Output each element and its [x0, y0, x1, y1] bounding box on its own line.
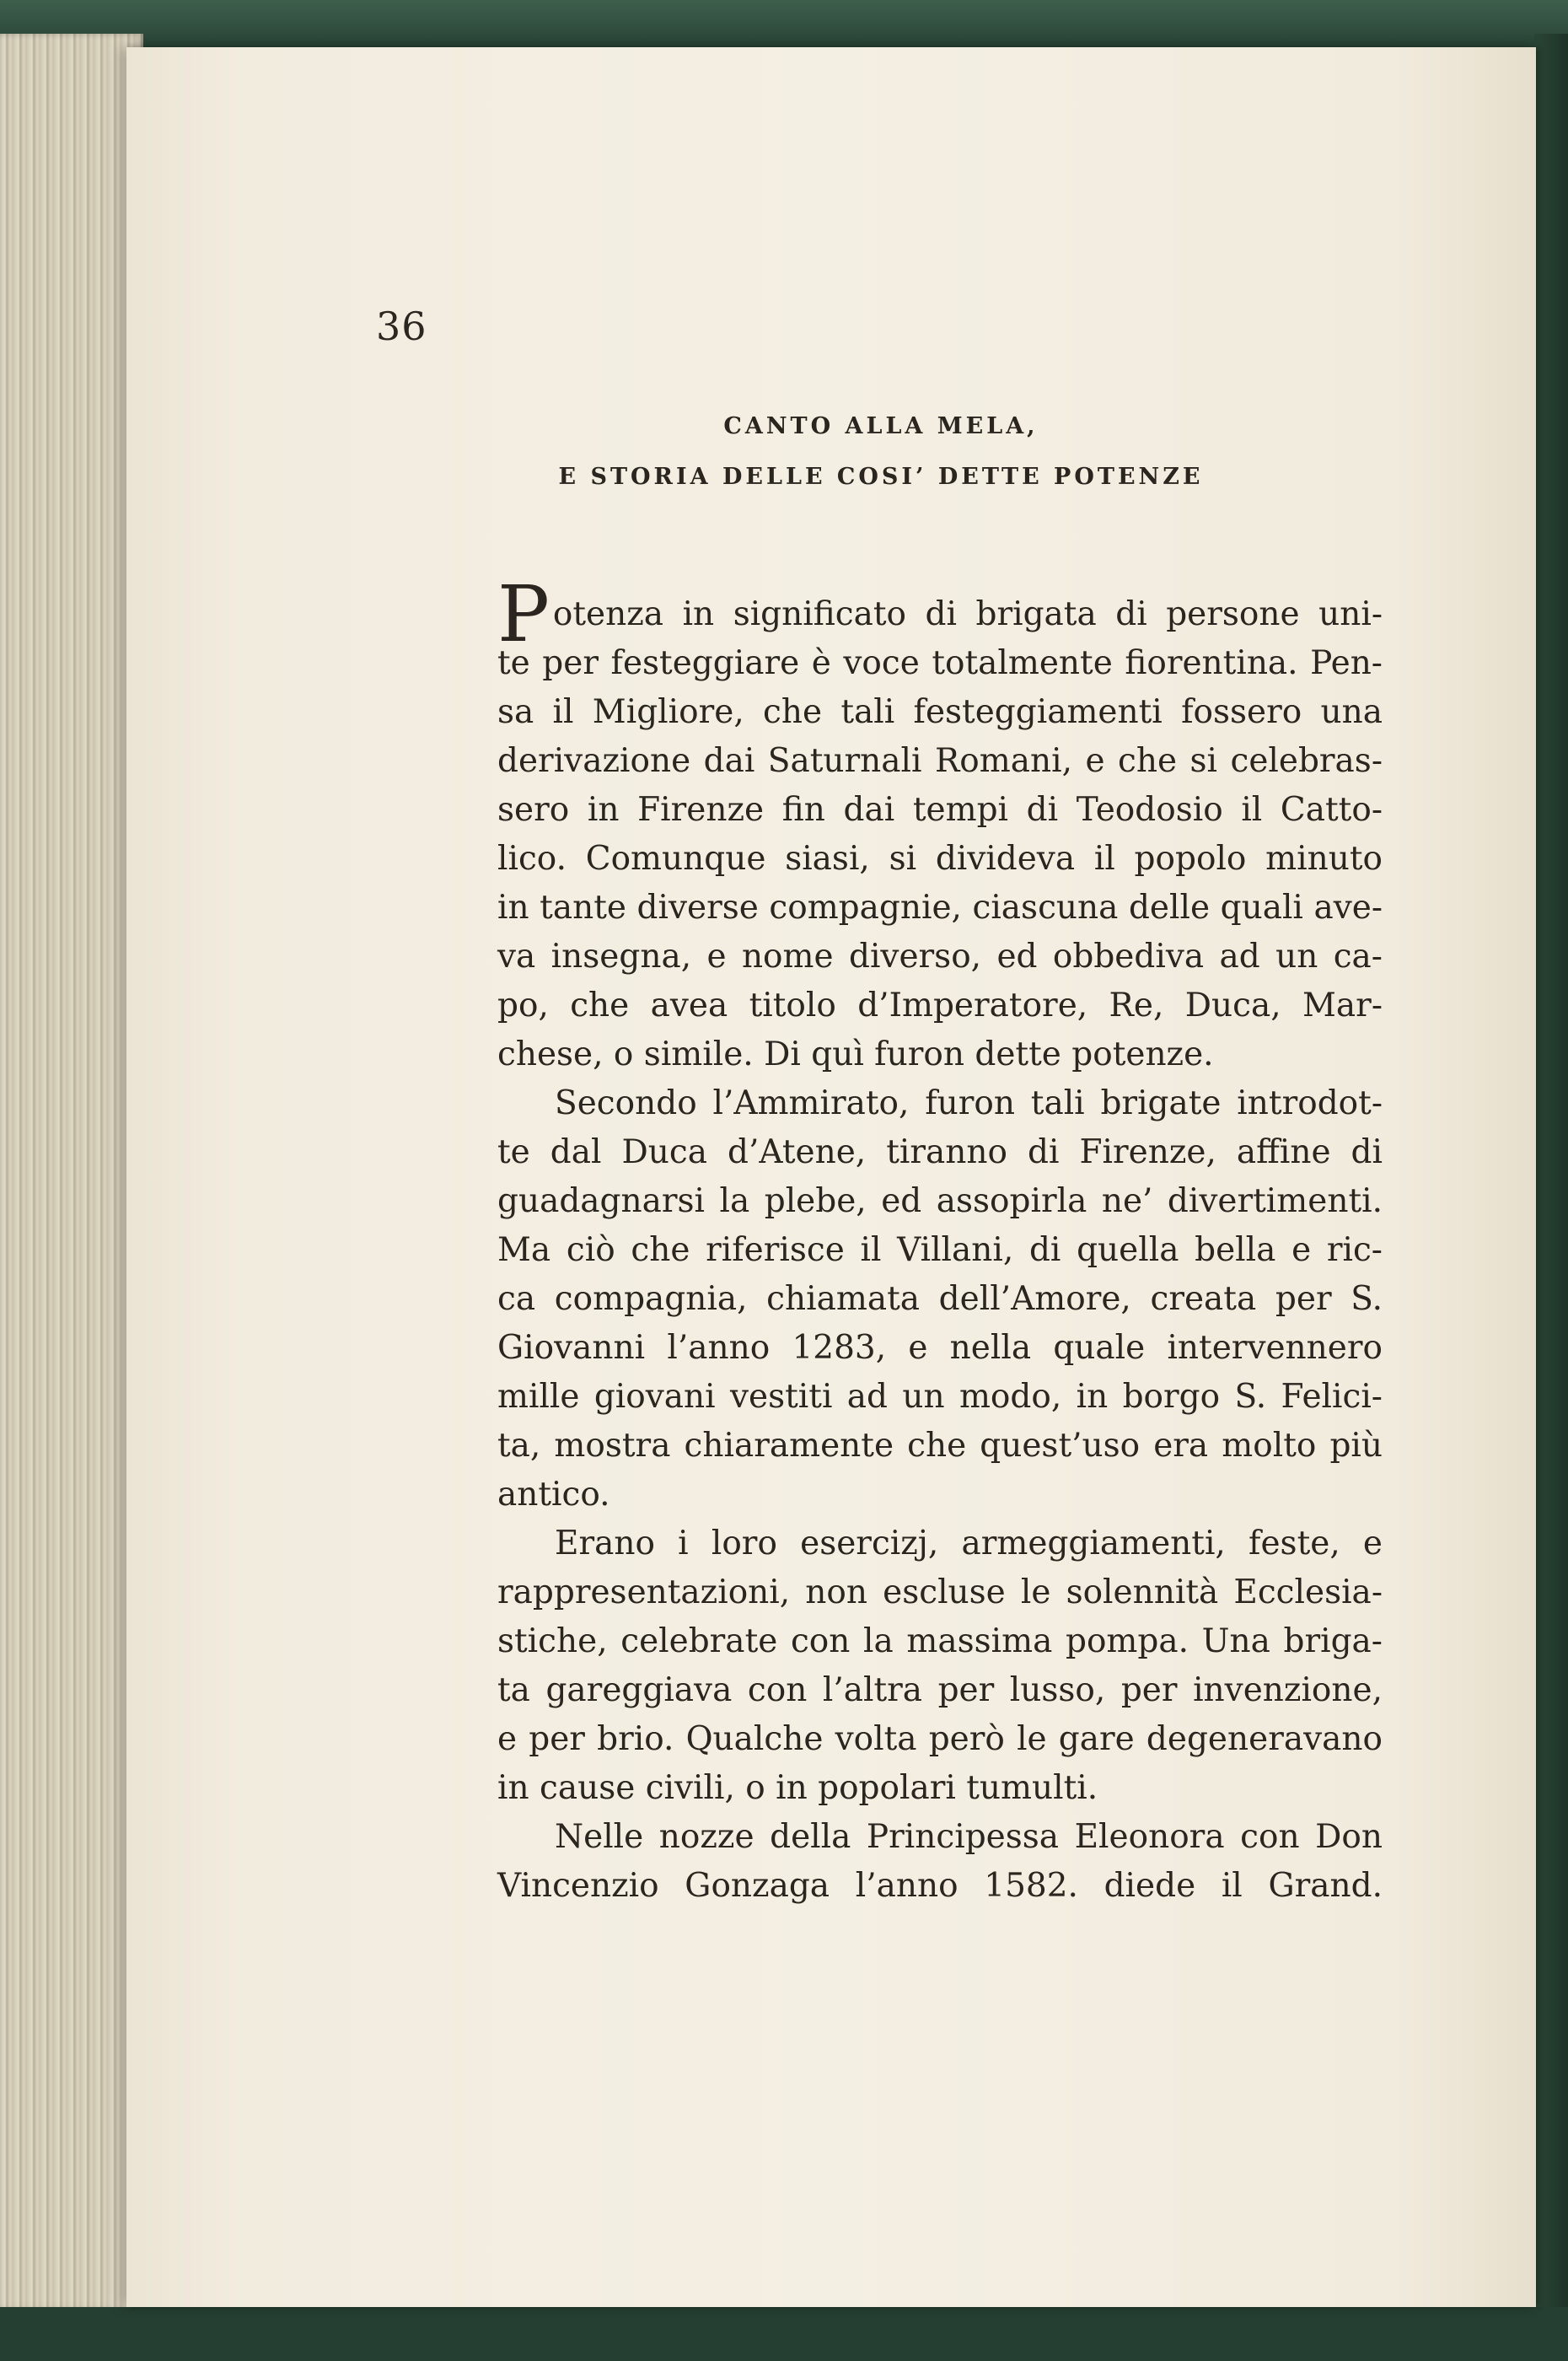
text-line: chese, o simile. Di quì furon dette potenze.	[497, 1035, 1214, 1073]
text-line: po, che avea titolo d’Imperatore, Re, Duca, Mar-	[497, 987, 1383, 1025]
text-line: sa il Migliore, che tali festeggiamenti fossero una	[497, 693, 1383, 731]
text-line: ca compagnia, chiamata dell’Amore, creata per S.	[497, 1280, 1383, 1318]
text-line: va insegna, e nome diverso, ed obbediva ad un ca-	[497, 938, 1383, 976]
text-line: derivazione dai Saturnali Romani, e che si celebras-	[497, 742, 1383, 780]
text-line: sero in Firenze fin dai tempi di Teodosio il Catto-	[497, 791, 1383, 829]
text-line: mille giovani vestiti ad un modo, in borgo S. Felici-	[497, 1378, 1383, 1416]
text-line: antico.	[497, 1476, 610, 1514]
drop-cap: P	[497, 569, 550, 659]
page-number: 36	[376, 304, 427, 349]
text-line: ta, mostra chiaramente che quest’uso era molto più	[497, 1427, 1383, 1465]
text-line: Erano i loro esercizj, armeggiamenti, feste, e	[555, 1525, 1383, 1562]
text-line: stiche, celebrate con la massima pompa. Una briga-	[497, 1622, 1383, 1660]
book-cover-bottom-edge	[0, 2307, 1568, 2361]
text-line: e per brio. Qualche volta però le gare degeneravano	[497, 1720, 1383, 1758]
book-cover-right-edge	[1534, 34, 1568, 2361]
text-line: te dal Duca d’Atene, tiranno di Firenze, affine di	[497, 1133, 1383, 1171]
text-line: in cause civili, o in popolari tumulti.	[497, 1769, 1098, 1807]
text-line: Nelle nozze della Principessa Eleonora con Don	[555, 1818, 1383, 1856]
body-text	[497, 569, 1383, 1911]
text-line: guadagnarsi la plebe, ed assopirla ne’ divertimenti.	[497, 1182, 1383, 1220]
text-line: te per festeggiare è voce totalmente fiorentina. Pen-	[497, 644, 1383, 682]
text-line: ta gareggiava con l’altra per lusso, per invenzione,	[497, 1671, 1383, 1709]
chapter-heading-line-1: CANTO ALLA MELA,	[723, 413, 1039, 439]
text-line: Ma ciò che riferisce il Villani, di quella bella e ric-	[497, 1231, 1383, 1269]
chapter-heading-line-2: E STORIA DELLE COSI’ DETTE POTENZE	[558, 464, 1204, 490]
text-line: Vincenzio Gonzaga l’anno 1582. diede il Grand.	[497, 1867, 1383, 1905]
text-line: Potenza in significato di brigata di persone uni-	[497, 569, 1383, 659]
text-line: lico. Comunque siasi, si divideva il popolo minuto	[497, 840, 1383, 878]
stacked-page-edges	[0, 34, 143, 2310]
text-line: Giovanni l’anno 1283, e nella quale intervennero	[497, 1329, 1383, 1367]
text-line: in tante diverse compagnie, ciascuna delle quali ave-	[497, 889, 1383, 927]
text-line: Secondo l’Ammirato, furon tali brigate introdot-	[555, 1084, 1383, 1122]
text-line: rappresentazioni, non escluse le solennità Ecclesia-	[497, 1573, 1383, 1611]
